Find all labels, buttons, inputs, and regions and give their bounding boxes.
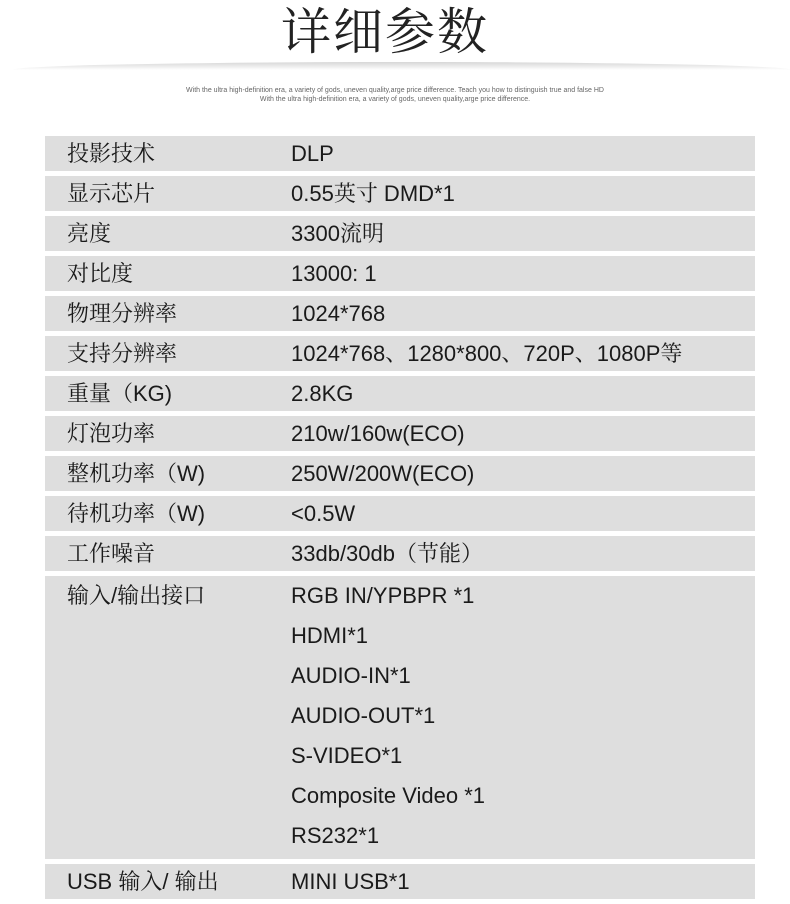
spec-label: USB 输入/ 输出 [67, 869, 219, 894]
spec-value: MINI USB*1 [291, 869, 410, 894]
spec-value: 1024*768、1280*800、720P、1080P等 [291, 341, 683, 366]
spec-label: 待机功率（W) [67, 501, 206, 526]
spec-label: 亮度 [67, 221, 112, 246]
spec-row-io-ports [45, 576, 755, 859]
spec-value: 1024*768 [291, 301, 386, 326]
spec-label: 整机功率（W) [67, 461, 206, 486]
spec-row [45, 416, 755, 451]
spec-label: 对比度 [67, 261, 134, 286]
spec-value: 33db/30db（节能） [291, 541, 483, 566]
spec-value: 210w/160w(ECO) [291, 421, 465, 446]
spec-row [45, 864, 755, 899]
spec-value: 3300流明 [291, 221, 384, 246]
spec-value: 0.55英寸 DMD*1 [291, 181, 455, 206]
title-divider [12, 62, 790, 70]
spec-value: 13000: 1 [291, 261, 377, 286]
subtitle-line-2: With the ultra high-definition era, a variety of gods, uneven quality,arge price difference. [259, 96, 531, 103]
spec-label: 工作噪音 [67, 541, 156, 566]
spec-value: RS232*1 [291, 823, 380, 848]
spec-label: 支持分辨率 [67, 341, 178, 366]
spec-value: <0.5W [291, 501, 356, 526]
page-title: 详细参数 [281, 3, 489, 61]
spec-row [45, 456, 755, 491]
spec-label: 输入/输出接口 [67, 583, 206, 608]
spec-value: AUDIO-OUT*1 [291, 703, 436, 728]
spec-value: AUDIO-IN*1 [291, 663, 411, 688]
spec-row [45, 216, 755, 251]
spec-row [45, 256, 755, 291]
spec-value: 2.8KG [291, 381, 354, 406]
spec-label: 物理分辨率 [67, 301, 178, 326]
spec-table [45, 136, 755, 904]
spec-row [45, 296, 755, 331]
spec-value: 250W/200W(ECO) [291, 461, 475, 486]
page-header [0, 0, 790, 112]
spec-row [45, 336, 755, 371]
spec-value: DLP [291, 141, 334, 166]
spec-row [45, 176, 755, 211]
spec-value: S-VIDEO*1 [291, 743, 403, 768]
spec-row [45, 496, 755, 531]
subtitle-line-1: With the ultra high-definition era, a variety of gods, uneven quality,arge price difference. Teach you how to distinguish true and false HD [186, 87, 604, 94]
spec-row [45, 376, 755, 411]
spec-label: 投影技术 [67, 141, 156, 166]
spec-row [45, 536, 755, 571]
spec-label: 显示芯片 [67, 181, 156, 206]
spec-value: HDMI*1 [291, 623, 369, 648]
spec-label: 重量（KG) [67, 381, 173, 406]
spec-value: RGB IN/YPBPR *1 [291, 583, 475, 608]
spec-label: 灯泡功率 [67, 421, 156, 446]
spec-value: Composite Video *1 [291, 783, 486, 808]
spec-row [45, 136, 755, 171]
